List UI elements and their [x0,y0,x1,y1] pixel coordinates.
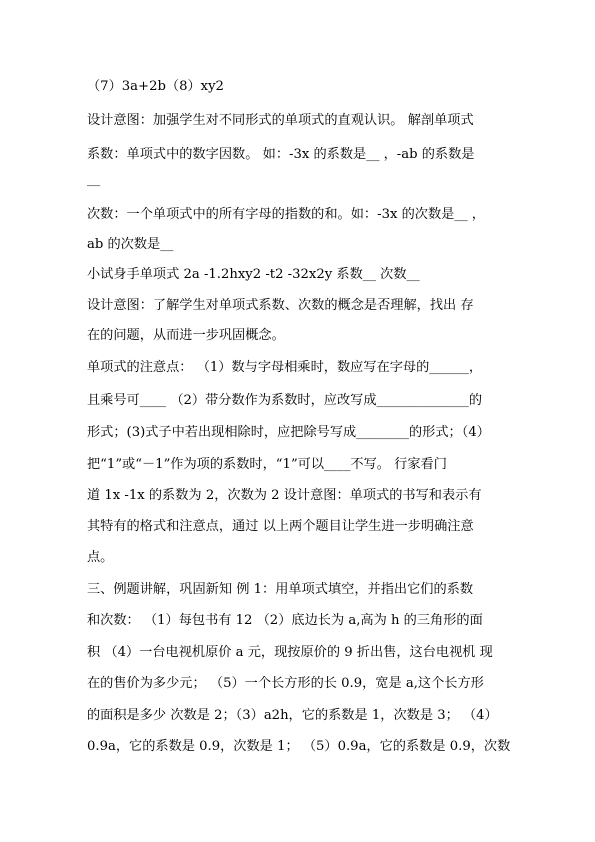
text-line-16: 点。 [87,550,114,565]
text-line-8: 设计意图：了解学生对单项式系数、次数的概念是否理解，找出 存 [87,298,474,313]
text-line-2: 设计意图：加强学生对不同形式的单项式的直观认识。 解剖单项式 [87,113,474,128]
text-line-17: 三、例题讲解，巩固新知 例 1：用单项式填空，并指出它们的系数 [87,582,474,597]
text-line-22: 0.9a，它的系数是 0.9，次数是 1； （5）0.9a，它的系数是 0.9，次数 [87,739,511,754]
text-line-12: 形式；(3)式子中若出现相除时，应把除号写成________的形式；（4） [87,425,490,440]
text-line-3: 系数：单项式中的数字因数。 如：-3x 的系数是__ ，-ab 的系数是 [87,147,475,162]
text-line-7: 小试身手单项式 2a -1.2hxy2 -t2 -32x2y 系数__ 次数__ [87,267,420,282]
text-line-13: 把“1”或“－1”作为项的系数时，“1”可以____不写。 行家看门 [87,457,447,472]
text-line-18: 和次数： （1）每包书有 12 （2）底边长为 a,高为 h 的三角形的面 [87,613,483,628]
text-line-21: 的面积是多少 次数是 2；（3）a2h，它的系数是 1，次数是 3； （4） [87,708,498,723]
text-line-15: 其特有的格式和注意点，通过 以上两个题目让学生进一步明确注意 [87,519,474,534]
text-line-4: __ [87,172,101,187]
text-line-9: 在的问题，从而进一步巩固概念。 [87,328,285,343]
text-line-11: 且乘号可____ （2）带分数作为系数时，应改写成______________的 [87,393,483,408]
text-line-20: 在的售价为多少元； （5）一个长方形的长 0.9，宽是 a,这个长方形 [87,676,484,691]
text-line-6: ab 的次数是__ [87,237,174,252]
text-line-14: 道 1x -1x 的系数为 2，次数为 2 设计意图：单项式的书写和表示有 [87,488,482,503]
text-line-10: 单项式的注意点： （1）数与字母相乘时，数应写在字母的______， [87,360,483,375]
text-line-5: 次数：一个单项式中的所有字母的指数的和。如：-3x 的次数是__ ， [87,207,485,222]
text-line-1: （7）3a+2b（8）xy2 [87,79,224,94]
text-line-19: 积 （4）一台电视机原价 a 元，现按原价的 9 折出售，这台电视机 现 [87,645,493,660]
